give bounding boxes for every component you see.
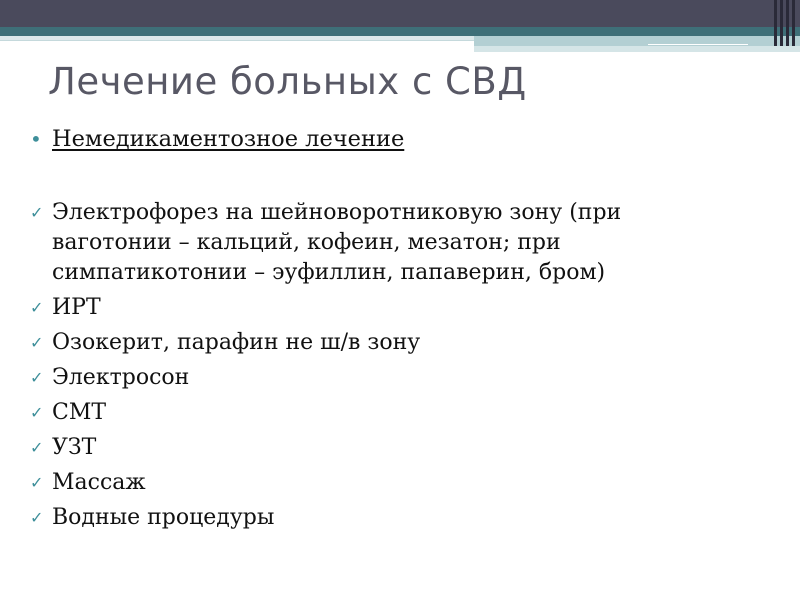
list-item xyxy=(30,433,770,463)
list-item-text: СМТ xyxy=(52,400,107,425)
list-item-text: Массаж xyxy=(52,470,146,495)
section-bullet xyxy=(30,126,770,152)
list-item xyxy=(30,398,770,428)
list-item-text: Озокерит, парафин не ш/в зону xyxy=(52,330,421,355)
check-icon: ✓ xyxy=(30,438,44,457)
list-item xyxy=(30,503,770,533)
slide-body xyxy=(30,126,770,538)
header-stripes xyxy=(772,0,800,46)
list-item xyxy=(30,468,770,498)
check-icon: ✓ xyxy=(30,298,44,317)
list-item xyxy=(30,293,770,323)
header-band-dark xyxy=(0,0,800,27)
list-item xyxy=(30,198,770,288)
check-icon: ✓ xyxy=(30,473,44,492)
list-item xyxy=(30,328,770,358)
header-highlight-line xyxy=(648,44,748,45)
slide-title: Лечение больных с СВД xyxy=(48,60,527,103)
check-icon: ✓ xyxy=(30,403,44,422)
list-item-text: УЗТ xyxy=(52,435,97,460)
check-icon: ✓ xyxy=(30,368,44,387)
list-item-text: Электрофорез на шейноворотниковую зону (при ваготонии – кальций, кофеин, мезатон; при симпатикотонии – эуфиллин, папаверин, бром) xyxy=(52,200,622,285)
treatment-list xyxy=(30,198,770,533)
list-item xyxy=(30,363,770,393)
bullet-dot-icon: • xyxy=(30,127,42,151)
check-icon: ✓ xyxy=(30,508,44,527)
list-item-text: Электросон xyxy=(52,365,190,390)
check-icon: ✓ xyxy=(30,333,44,352)
header-band-accent xyxy=(474,36,800,46)
header-band-teal xyxy=(0,27,800,36)
header-band-line xyxy=(0,40,474,41)
list-item-text: Водные процедуры xyxy=(52,505,275,530)
header-band-accent-lower xyxy=(474,46,800,52)
list-item-text: ИРТ xyxy=(52,295,101,320)
section-heading: Немедикаментозное лечение xyxy=(52,126,405,152)
check-icon: ✓ xyxy=(30,203,44,222)
